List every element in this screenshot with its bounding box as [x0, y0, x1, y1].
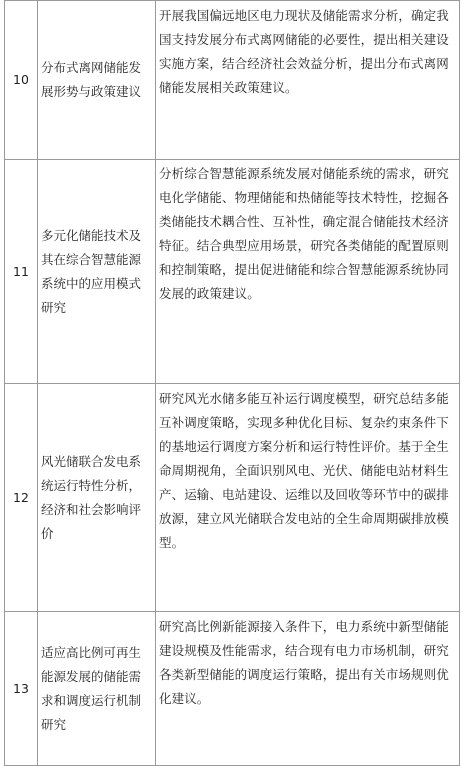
table-row	[5, 384, 460, 612]
table-row	[5, 160, 460, 384]
table-row	[5, 1, 460, 160]
topic-title: 分布式离网储能发展形势与政策建议	[38, 1, 156, 160]
row-number: 13	[5, 612, 38, 766]
topic-description: 研究风光水储多能互补运行调度模型，研究总结多能互补调度策略，实现多种优化目标、复杂约束条件下的基地运行调度方案分析和运行特性评价。基于全生命周期视角，全面识别风电、光伏、储能电站材料生产、运输、电站建设、运维以及回收等环节中的碳排放源，建立风光储联合发电站的全生命周期碳排放模型。	[156, 384, 460, 612]
table-row	[5, 612, 460, 766]
row-number: 12	[5, 384, 38, 612]
topic-title: 适应高比例可再生能源发展的储能需求和调度运行机制研究	[38, 612, 156, 766]
topic-description: 分析综合智慧能源系统发展对储能系统的需求，研究电化学储能、物理储能和热储能等技术特性，挖掘各类储能技术耦合性、互补性，确定混合储能技术经济特征。结合典型应用场景，研究各类储能的配置原则和控制策略，提出促进储能和综合智慧能源系统协同发展的政策建议。	[156, 160, 460, 384]
research-topics-table	[4, 0, 460, 766]
row-number: 10	[5, 1, 38, 160]
topic-description: 研究高比例新能源接入条件下，电力系统中新型储能建设规模及性能需求，结合现有电力市场机制，研究各类新型储能的调度运行策略，提出有关市场规则优化建议。	[156, 612, 460, 766]
topic-description: 开展我国偏远地区电力现状及储能需求分析，确定我国支持发展分布式离网储能的必要性，提出相关建设实施方案，结合经济社会效益分析，提出分布式离网储能发展相关政策建议。	[156, 1, 460, 160]
topic-title: 风光储联合发电系统运行特性分析，经济和社会影响评价	[38, 384, 156, 612]
row-number: 11	[5, 160, 38, 384]
topic-title: 多元化储能技术及其在综合智慧能源系统中的应用模式研究	[38, 160, 156, 384]
